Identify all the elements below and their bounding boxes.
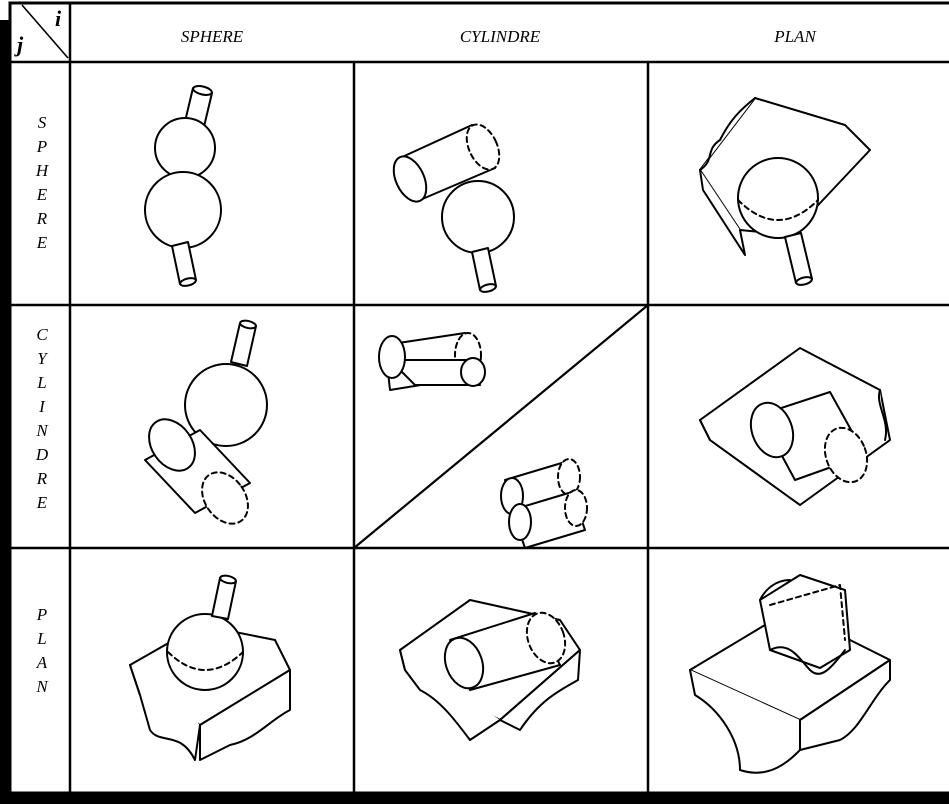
column-header-plan: PLAN [774, 27, 816, 46]
corner-label-j: j [17, 32, 24, 57]
row-letter: E [36, 493, 48, 512]
row-letter: L [37, 629, 47, 648]
row-letter: D [35, 445, 49, 464]
row-letter: P [36, 605, 48, 624]
row-letter: R [36, 209, 48, 228]
row-letter: Y [37, 349, 47, 368]
row-letter: C [36, 325, 48, 344]
row-letter: E [36, 185, 48, 204]
row-letter: E [36, 233, 48, 252]
column-header-cylindre: CYLINDRE [459, 27, 541, 46]
column-header-sphere: SPHERE [180, 27, 244, 46]
illustration-cylinder-cylinder-crossed [379, 333, 485, 390]
row-letter: R [36, 469, 48, 488]
row-letter: N [36, 421, 48, 440]
row-letter: L [37, 373, 47, 392]
row-letter: H [35, 161, 49, 180]
row-letter: A [36, 653, 48, 672]
row-letter: I [39, 397, 45, 416]
row-letter: S [37, 113, 47, 132]
row-letter: N [36, 677, 48, 696]
row-letter: P [36, 137, 48, 156]
corner-label-i: i [55, 6, 62, 31]
